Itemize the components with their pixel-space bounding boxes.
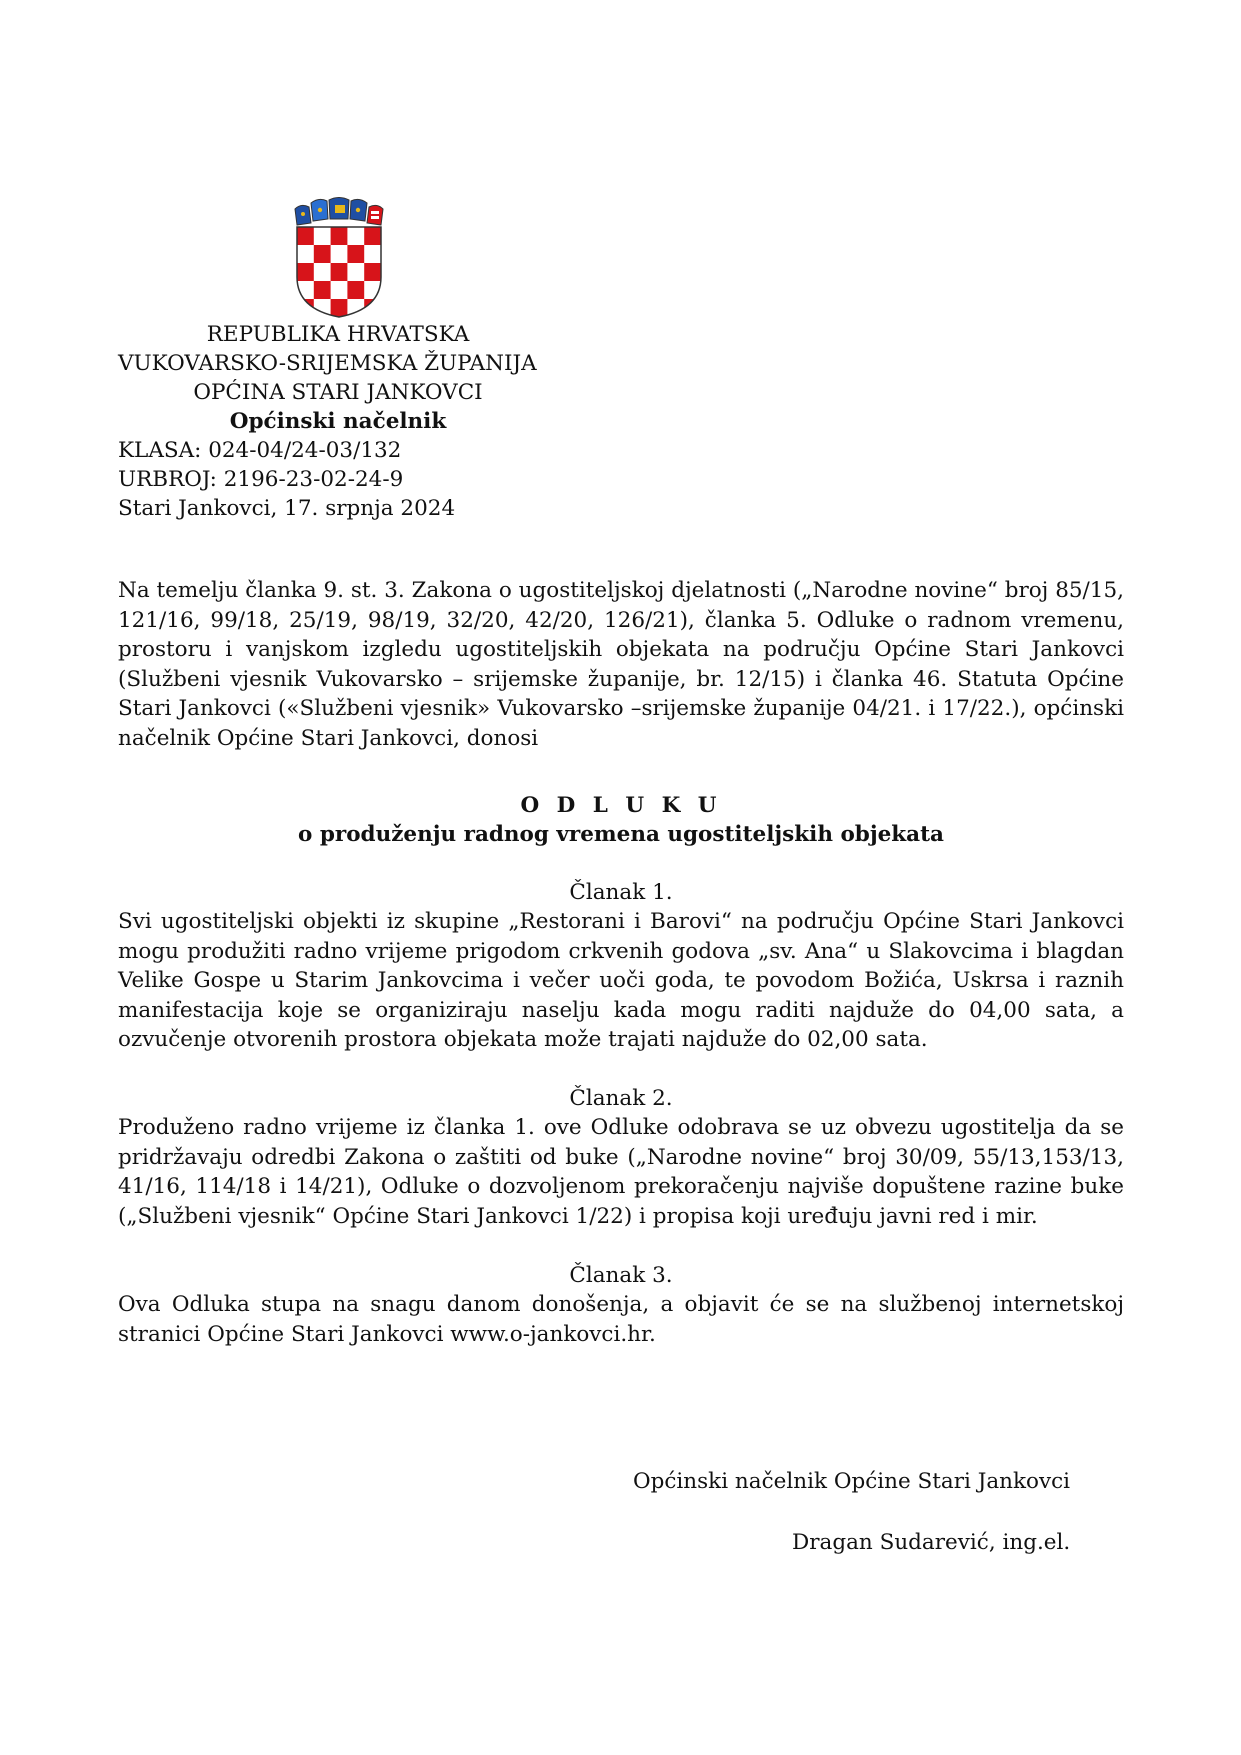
shield-red-square: [364, 263, 381, 281]
shield-red-square: [347, 245, 364, 263]
shield-red-square: [331, 299, 348, 317]
klasa-line: KLASA: 024-04/24-03/132: [118, 438, 402, 463]
intro-paragraph: Na temelju članka 9. st. 3. Zakona o ugostiteljskoj djelatnosti („Narodne novine“ broj 85/15, 121/16, 99/18, 25/19, 98/19, 32/20, 42/20, 126/21), članka 5. Odluke o radnom vremenu, prostoru i vanjskom izgledu ugostiteljskih objekata na području Općine Stari Jankovci (Službeni vjesnik Vukovarsko – srijemske županije, br. 12/15) i članka 46. Statuta Općine Stari Jankovci («Službeni vjesnik» Vukovarsko –srijemske županije 04/21. i 17/22.), općinski načelnik Općine Stari Jankovci, donosi: [118, 578, 1124, 751]
place-date-line: Stari Jankovci, 17. srpnja 2024: [118, 496, 456, 521]
shield-red-square: [314, 245, 331, 263]
shield-red-square: [297, 227, 314, 245]
shield-red-square: [331, 227, 348, 245]
header-county: VUKOVARSKO-SRIJEMSKA ŽUPANIJA: [118, 351, 537, 376]
article-3-text: Ova Odluka stupa na snagu danom donošenja, a objavit će se na službenoj internetskoj stranici Općine Stari Jankovci www.o-jankovci.hr.: [118, 1292, 1124, 1347]
header-office: Općinski načelnik: [229, 409, 447, 434]
shield-red-square: [297, 263, 314, 281]
header-municipality: OPĆINA STARI JANKOVCI: [193, 380, 483, 405]
article-2-text: Produženo radno vrijeme iz članka 1. ove Odluke odobrava se uz obvezu ugostitelja da se pridržavaju odredbi Zakona o zaštiti od buke („Narodne novine“ broj 30/09, 55/13,153/13, 41/16, 114/18 i 14/21), Odluke o dozvoljenom prekoračenju najviše dopuštene razine buke („Službeni vjesnik“ Općine Stari Jankovci 1/22) i propisa koji uređuju javni red i mir.: [118, 1115, 1124, 1229]
shield-red-square: [364, 227, 381, 245]
article-3-heading: Članak 3.: [569, 1263, 673, 1288]
header-country: REPUBLIKA HRVATSKA: [206, 322, 470, 347]
urbroj-line: URBROJ: 2196-23-02-24-9: [118, 467, 404, 492]
document-subtitle: o produženju radnog vremena ugostiteljskih objekata: [298, 822, 944, 847]
shield-red-square: [314, 281, 331, 299]
document-title: O D L U K U: [520, 793, 722, 818]
shield-red-square: [347, 281, 364, 299]
shield-red-square: [331, 263, 348, 281]
signature-name: Dragan Sudarević, ing.el.: [792, 1530, 1071, 1555]
coat-of-arms-icon: [291, 197, 387, 319]
signature-title: Općinski načelnik Općine Stari Jankovci: [633, 1469, 1071, 1494]
article-1-text: Svi ugostiteljski objekti iz skupine „Restorani i Barovi“ na području Općine Stari Jankovci mogu produžiti radno vrijeme prigodom crkvenih godova „sv. Ana“ u Slakovcima i blagdan Velike Gospe u Starim Jankovcima i večer uoči goda, te povodom Božića, Uskrsa i raznih manifestacija koje se organiziraju naselju kada mogu raditi najduže do 04,00 sata, a ozvučenje otvorenih prostora objekata može trajati najduže do 02,00 sata.: [118, 909, 1124, 1052]
article-1-heading: Članak 1.: [569, 880, 673, 905]
article-2-heading: Članak 2.: [569, 1086, 673, 1111]
